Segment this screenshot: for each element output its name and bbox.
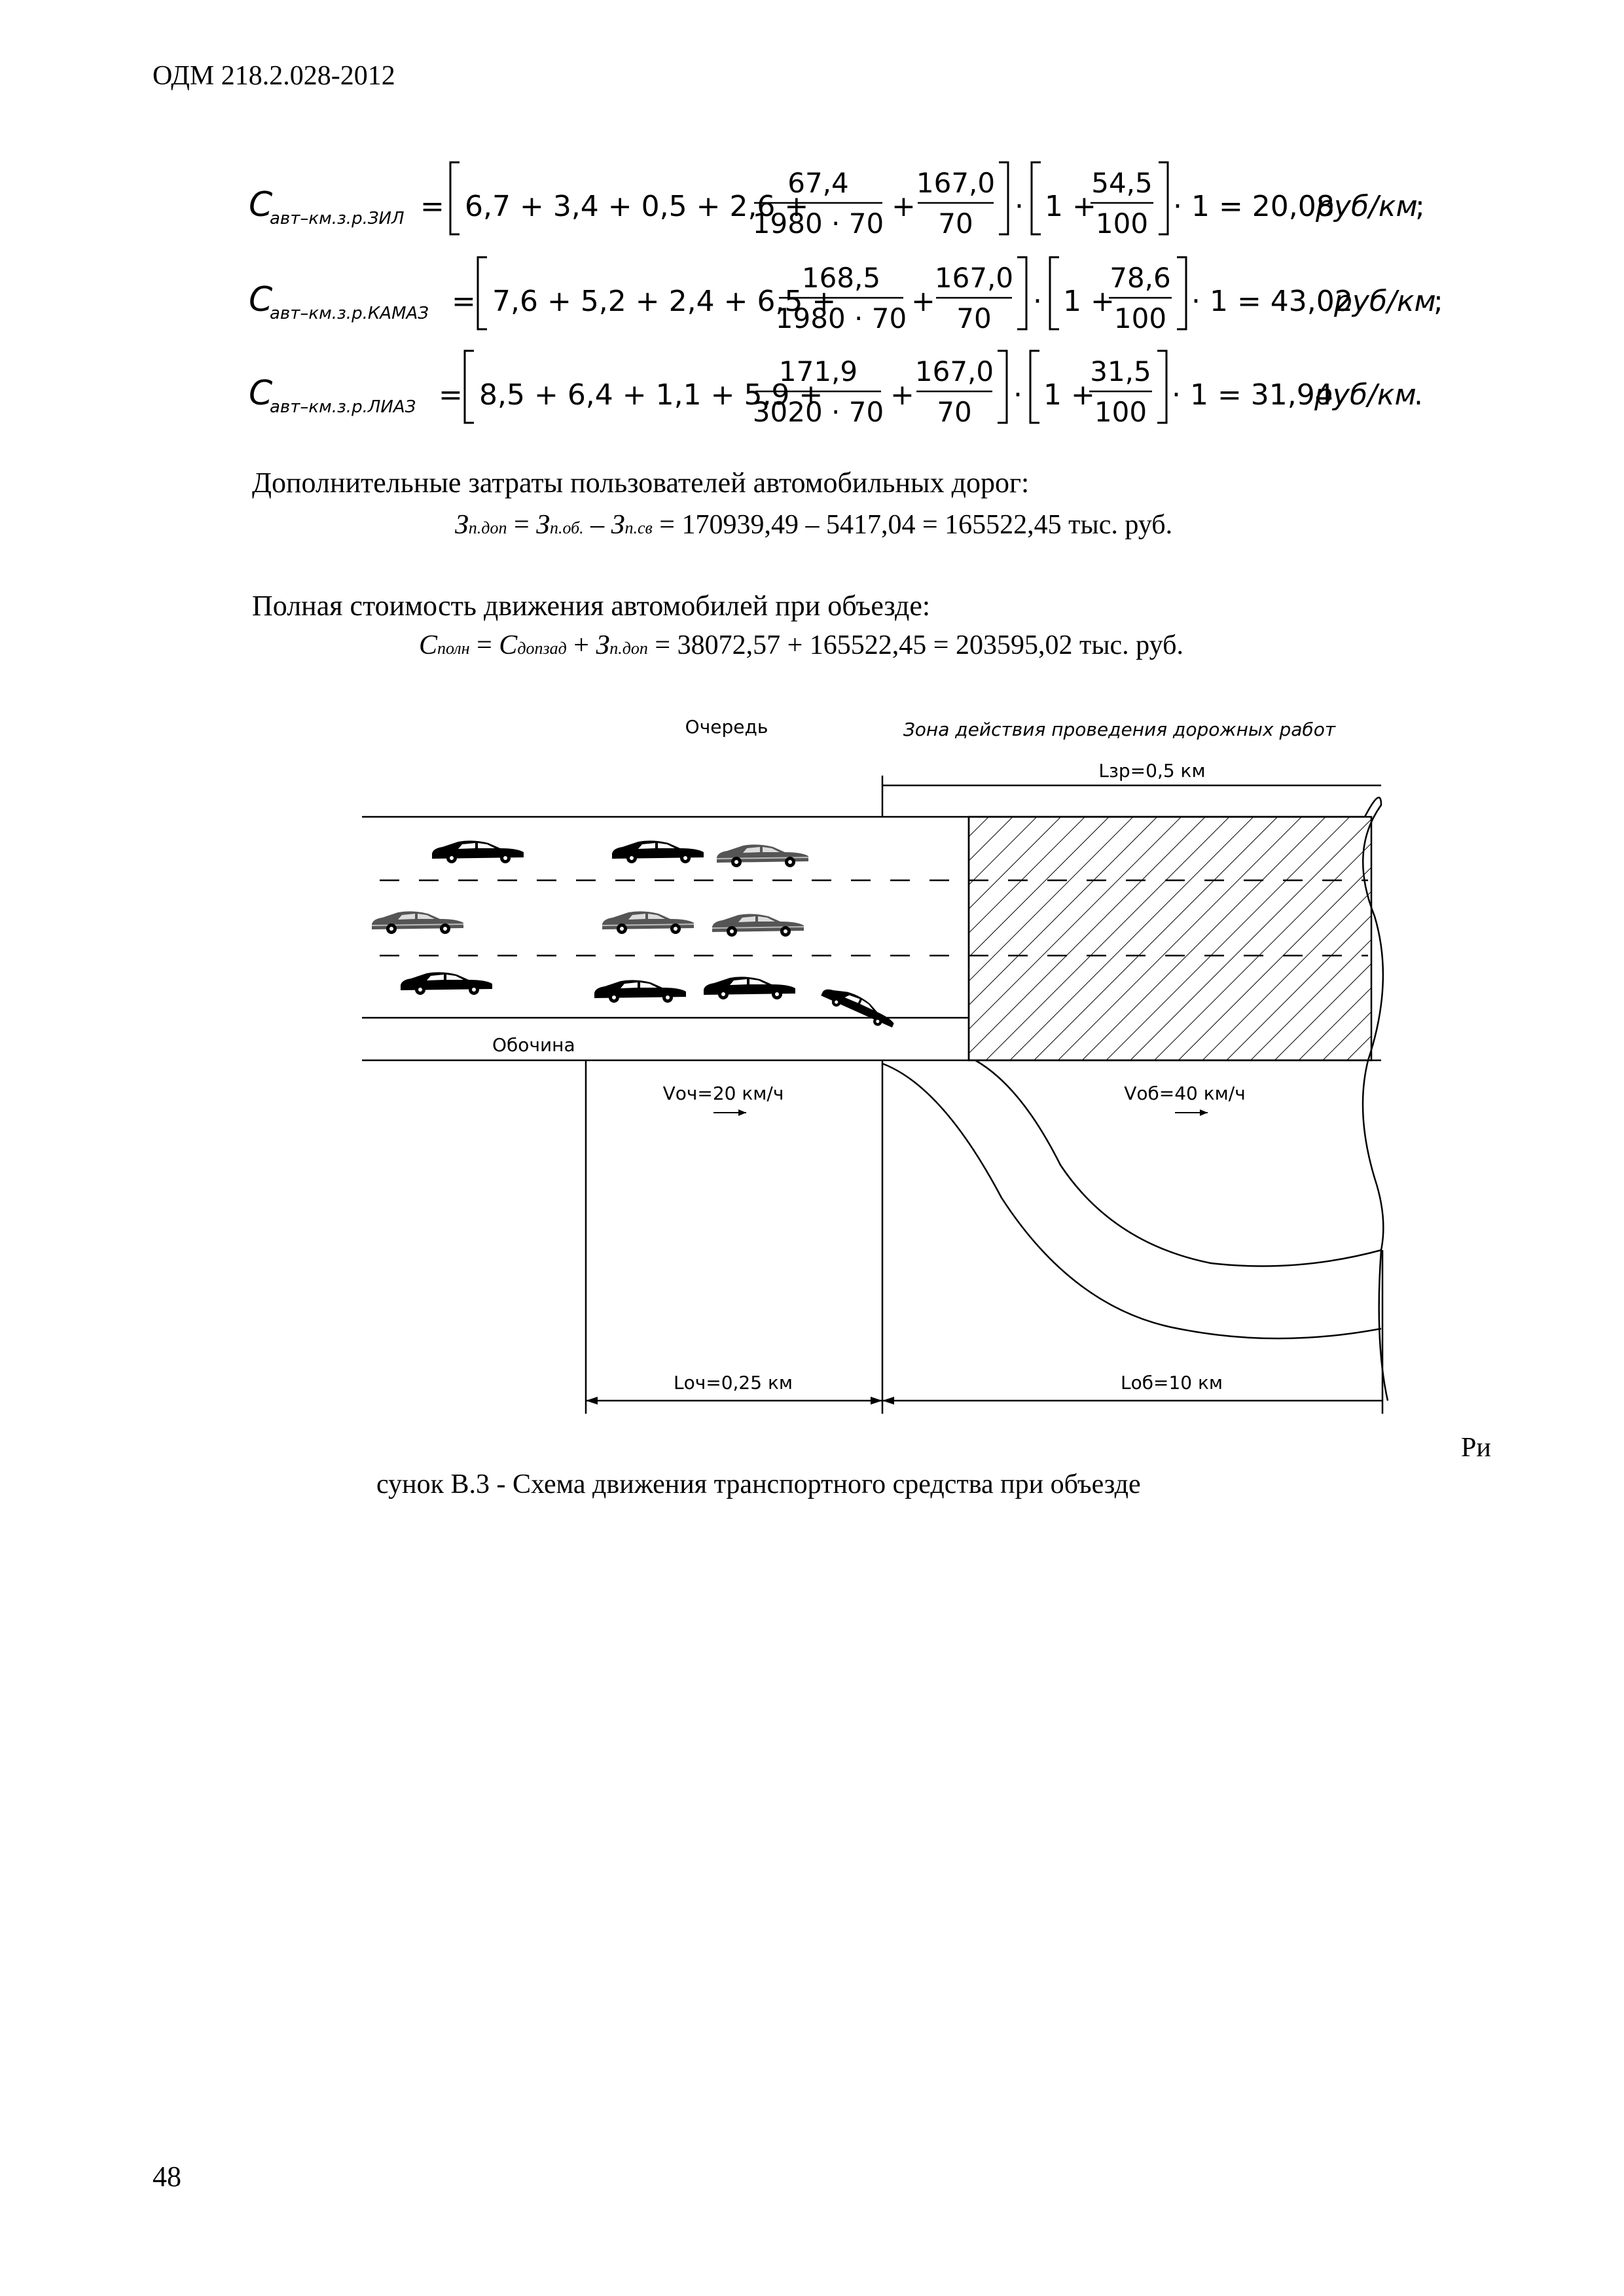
figure-caption-part2: сунок В.3 - Схема движения транспортного средства при объезде: [376, 1469, 1141, 1499]
fraction-numerator: 168,5: [801, 262, 881, 294]
plus: +: [911, 285, 935, 318]
lhs-symbol: C: [249, 280, 273, 319]
fraction-numerator: 167,0: [914, 355, 994, 387]
figure-caption-part1: Ри: [1461, 1433, 1491, 1463]
terms: 7,6 + 5,2 + 2,4 + 6,5 +: [492, 285, 837, 318]
unit: руб/км: [1314, 378, 1416, 412]
equals: =: [420, 190, 444, 223]
one-plus: 1 +: [1045, 190, 1096, 223]
car-icon: [372, 911, 463, 934]
lhs-symbol: C: [249, 374, 273, 413]
queue-label: Очередь: [685, 716, 768, 738]
queue-length-dimension: [586, 1372, 882, 1405]
car-icon: [432, 840, 524, 863]
result: · 1 = 31,94: [1172, 378, 1333, 412]
equals: =: [452, 285, 476, 318]
equals: =: [439, 378, 463, 412]
work-zone-dimension: [882, 760, 1381, 812]
car-icon: [594, 980, 686, 1003]
extra-costs-formula: Зп.доп = Зп.об. – Зп.св = 170939,49 – 5417,04 = 165522,45 тыс. руб.: [455, 510, 1173, 540]
result: · 1 = 20,08: [1173, 190, 1335, 223]
one-plus: 1 +: [1043, 378, 1095, 412]
dot: ·: [1015, 190, 1024, 223]
work-zone-label: Зона действия проведения дорожных работ: [903, 719, 1336, 740]
page-number: 48: [153, 2161, 181, 2193]
one-plus: 1 +: [1063, 285, 1115, 318]
unit: руб/км: [1316, 190, 1418, 223]
extra-costs-label: Дополнительные затраты пользователей автомобильных дорог:: [252, 467, 1030, 499]
plus: +: [890, 378, 914, 412]
fraction-numerator: 67,4: [787, 167, 849, 199]
svg-text:Vоч=20 км/ч: Vоч=20 км/ч: [662, 1083, 784, 1104]
car-icon: [612, 840, 704, 863]
lhs-symbol: C: [249, 185, 273, 224]
terminator: .: [1414, 378, 1423, 412]
fraction-denominator: 70: [937, 396, 972, 428]
fraction-numerator: 31,5: [1090, 355, 1151, 387]
terms: 8,5 + 6,4 + 1,1 + 5,9 +: [479, 378, 823, 412]
fraction-denominator: 100: [1113, 302, 1167, 334]
fraction-denominator: 70: [956, 302, 992, 334]
work-zone-length: Lзр=0,5 км: [1098, 760, 1206, 781]
detour-speed: [1124, 1083, 1246, 1116]
fraction-denominator: 100: [1094, 396, 1147, 428]
break-line: [1363, 797, 1388, 1401]
unit: руб/км: [1334, 285, 1436, 318]
document-code: ОДМ 218.2.028-2012: [153, 61, 395, 91]
fraction-denominator: 100: [1095, 207, 1149, 240]
fraction-denominator: 1980 · 70: [752, 207, 884, 240]
fraction-numerator: 167,0: [934, 262, 1014, 294]
svg-text:Lоб=10 км: Lоб=10 км: [1120, 1372, 1223, 1393]
car-icon: [712, 914, 804, 937]
terminator: ;: [1434, 285, 1443, 318]
full-cost-formula: Сполн = Сдопзад + Зп.доп = 38072,57 + 165522,45 = 203595,02 тыс. руб.: [419, 630, 1183, 660]
terminator: ;: [1415, 190, 1425, 223]
terms: 6,7 + 3,4 + 0,5 + 2,6 +: [465, 190, 809, 223]
car-icon: [820, 982, 898, 1032]
fraction-denominator: 1980 · 70: [775, 302, 907, 334]
lhs-subscript: авт–км.з.р.ЗИЛ: [270, 209, 405, 228]
queue-speed: [663, 1083, 784, 1116]
dot: ·: [1033, 285, 1042, 318]
car-icon: [717, 844, 808, 867]
svg-text:Lоч=0,25 км: Lоч=0,25 км: [673, 1372, 793, 1393]
work-zone-hatch: [969, 817, 1371, 1060]
lhs-subscript: авт–км.з.р.КАМАЗ: [270, 304, 429, 323]
fraction-denominator: 70: [938, 207, 973, 240]
fraction-numerator: 171,9: [778, 355, 858, 387]
shoulder-label: Обочина: [492, 1034, 575, 1056]
fraction-numerator: 78,6: [1110, 262, 1171, 294]
fraction-denominator: 3020 · 70: [752, 396, 884, 428]
dot: ·: [1013, 378, 1022, 412]
result: · 1 = 43,02: [1191, 285, 1353, 318]
lhs-subscript: авт–км.з.р.ЛИАЗ: [270, 397, 416, 417]
detour-length-dimension: [882, 1372, 1382, 1405]
detour-path-outer: [882, 1064, 1381, 1338]
plus: +: [892, 190, 916, 223]
svg-text:Vоб=40 км/ч: Vоб=40 км/ч: [1124, 1083, 1246, 1104]
car-icon: [602, 911, 694, 934]
fraction-numerator: 167,0: [916, 167, 996, 199]
full-cost-label: Полная стоимость движения автомобилей при объезде:: [252, 590, 931, 622]
fraction-numerator: 54,5: [1091, 167, 1153, 199]
car-icon: [401, 972, 492, 995]
car-icon: [704, 977, 795, 999]
